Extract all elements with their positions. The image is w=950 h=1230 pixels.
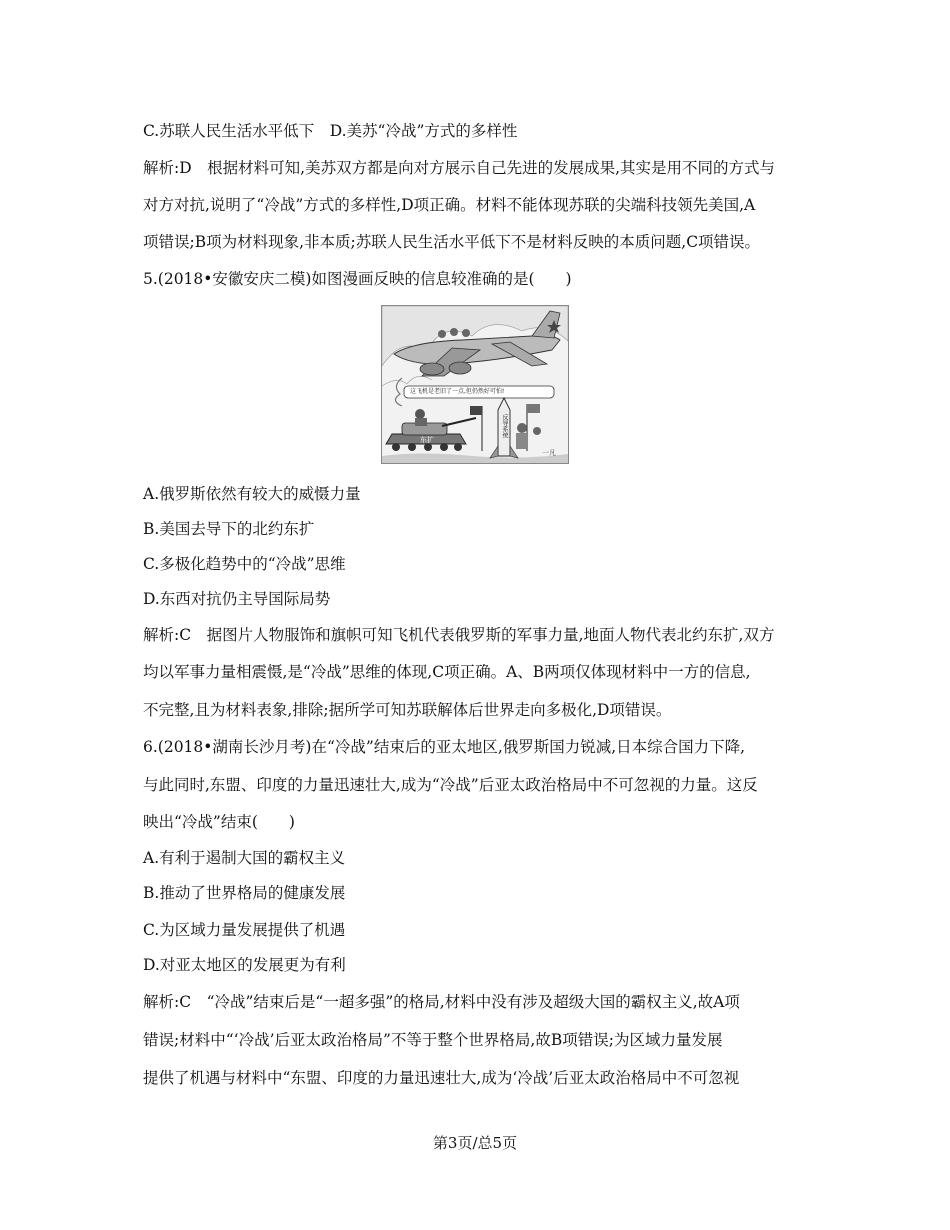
option-6b: B.推动了世界格局的健康发展 [143,884,346,902]
analysis-5-line-2: 均以军事力量相震慑,是“冷战”思维的体现,C项正确。A、B两项仅体现材料中一方的信息, [143,663,751,681]
analysis-5-line-3: 不完整,且为材料表象,排除;据所学可知苏联解体后世界走向多极化,D项错误。 [143,701,672,719]
option-6c: C.为区域力量发展提供了机遇 [143,921,346,939]
tank-label: 东扩 [420,436,434,444]
option-5c: C.多极化趋势中的“冷战”思维 [143,555,346,573]
question-6-line-1: 6.(2018•湖南长沙月考)在“冷战”结束后的亚太地区,俄罗斯国力锐减,日本综合国力下降, [143,738,746,756]
option-6a: A.有利于遏制大国的霸权主义 [143,849,346,867]
text-line-2: 解析:D 根据材料可知,美苏双方都是向对方展示自己先进的发展成果,其实是用不同的方式与 [143,159,776,177]
speech-bubble-text: 这飞机是老旧了一点,但仍然好可怕! [410,388,505,395]
rocket-label: 反导系统 [501,414,508,438]
option-5a: A.俄罗斯依然有较大的威慑力量 [143,485,361,503]
page-footer: 第3页/总5页 [432,1134,518,1152]
cartoon-drawing [382,306,568,463]
text-line-1: C.苏联人民生活水平低下 D.美苏“冷战”方式的多样性 [143,122,518,140]
question-6-line-2: 与此同时,东盟、印度的力量迅速壮大,成为“冷战”后亚太政治格局中不可忽视的力量。这反 [143,776,758,794]
text-line-3: 对方对抗,说明了“冷战”方式的多样性,D项正确。材料不能体现苏联的尖端科技领先美国,A [143,196,756,214]
question-6-line-3: 映出“冷战”结束( ) [143,813,295,831]
option-5b: B.美国去导下的北约东扩 [143,520,315,538]
question-5: 5.(2018•安徽安庆二模)如图漫画反映的信息较准确的是( ) [143,270,572,288]
analysis-5-line-1: 解析:C 据图片人物服饰和旗帜可知飞机代表俄罗斯的军事力量,地面人物代表北约东扩,双方 [143,626,775,644]
option-6d: D.对亚太地区的发展更为有利 [143,956,346,974]
analysis-6-line-2: 错误;材料中“‘冷战’后亚太政治格局”不等于整个世界格局,故B项错误;为区域力量发展 [143,1031,723,1049]
analysis-6-line-1: 解析:C “冷战”结束后是“一超多强”的格局,材料中没有涉及超级大国的霸权主义,故A项 [143,993,740,1011]
artist-signature: 一凡 [542,449,556,457]
analysis-6-line-3: 提供了机遇与材料中“东盟、印度的力量迅速壮大,成为‘冷战’后亚太政治格局中不可忽视 [143,1069,740,1087]
text-line-4: 项错误;B项为材料现象,非本质;苏联人民生活水平低下不是材料反映的本质问题,C项错误。 [143,233,761,251]
option-5d: D.东西对抗仍主导国际局势 [143,590,331,608]
cartoon-image [381,305,569,464]
